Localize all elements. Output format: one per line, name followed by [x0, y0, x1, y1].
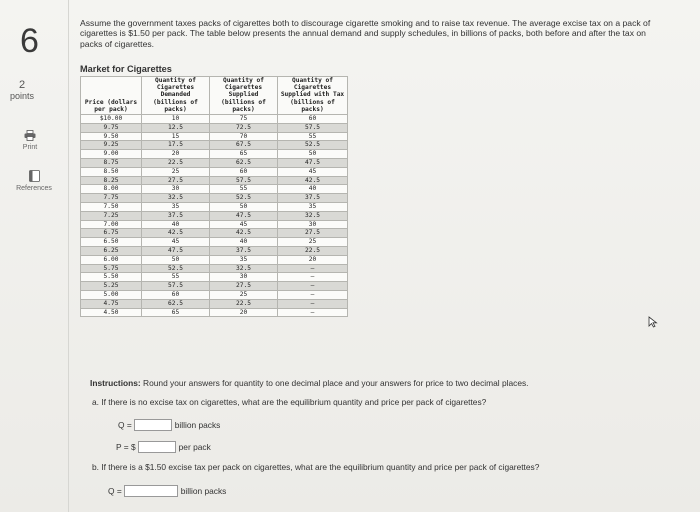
table-row — [81, 159, 348, 168]
supplied-cell: 35 — [210, 255, 278, 264]
demanded-cell: 40 — [142, 220, 210, 229]
demanded-cell: 15 — [142, 132, 210, 141]
demanded-cell: 12.5 — [142, 123, 210, 132]
price-cell: 8.50 — [81, 167, 142, 176]
table-row — [81, 264, 348, 273]
part-b-q-unit: billion packs — [180, 486, 227, 496]
supplied-tax-cell: — — [278, 273, 348, 282]
part-a-p-label: P = $ — [116, 442, 136, 452]
sidebar-divider — [68, 0, 69, 512]
supplied-cell: 55 — [210, 185, 278, 194]
question-number: 6 — [20, 22, 39, 60]
market-table — [80, 76, 348, 317]
price-cell: 5.00 — [81, 290, 142, 299]
part-b-quantity-input[interactable] — [124, 485, 178, 497]
demanded-cell: 30 — [142, 185, 210, 194]
part-b-quantity-row — [108, 485, 226, 497]
supplied-cell: 57.5 — [210, 176, 278, 185]
part-b-question: b. If there is a $1.50 excise tax per pack on cigarettes, what are the equilibrium quantity and price per pack of cigarettes? — [92, 462, 540, 472]
table-row — [81, 299, 348, 308]
supplied-cell: 30 — [210, 273, 278, 282]
supplied-cell: 25 — [210, 290, 278, 299]
demanded-cell: 45 — [142, 238, 210, 247]
supplied-tax-cell: 30 — [278, 220, 348, 229]
printer-icon — [24, 130, 36, 141]
price-cell: 9.00 — [81, 150, 142, 159]
table-row — [81, 123, 348, 132]
price-cell: 8.75 — [81, 159, 142, 168]
demanded-cell: 20 — [142, 150, 210, 159]
price-cell: 9.25 — [81, 141, 142, 150]
demanded-cell: 57.5 — [142, 282, 210, 291]
header-demanded: Quantity of Cigarettes Demanded (billions of packs) — [142, 77, 210, 115]
table-header-row — [81, 77, 348, 115]
instructions-text: Round your answers for quantity to one decimal place and your answers for price to two decimal places. — [140, 378, 529, 388]
supplied-tax-cell: 52.5 — [278, 141, 348, 150]
demanded-cell: 37.5 — [142, 211, 210, 220]
supplied-cell: 37.5 — [210, 246, 278, 255]
supplied-tax-cell: 57.5 — [278, 123, 348, 132]
part-a-price-row — [116, 441, 211, 453]
supplied-cell: 72.5 — [210, 123, 278, 132]
supplied-cell: 45 — [210, 220, 278, 229]
table-row — [81, 150, 348, 159]
price-cell: 6.50 — [81, 238, 142, 247]
price-cell: 5.75 — [81, 264, 142, 273]
part-a-q-label: Q = — [118, 420, 132, 430]
table-row — [81, 115, 348, 124]
part-a-quantity-input[interactable] — [134, 419, 172, 431]
demanded-cell: 52.5 — [142, 264, 210, 273]
price-cell: 8.25 — [81, 176, 142, 185]
part-a-q-unit: billion packs — [174, 420, 221, 430]
demanded-cell: 62.5 — [142, 299, 210, 308]
demanded-cell: 60 — [142, 290, 210, 299]
supplied-tax-cell: 20 — [278, 255, 348, 264]
table-row — [81, 229, 348, 238]
instructions — [90, 378, 529, 388]
supplied-cell: 22.5 — [210, 299, 278, 308]
print-label: Print — [22, 144, 38, 151]
table-row — [81, 141, 348, 150]
price-cell: 6.00 — [81, 255, 142, 264]
part-a-question: a. If there is no excise tax on cigarettes, what are the equilibrium quantity and price per pack of cigarettes? — [92, 397, 487, 407]
price-cell: 5.25 — [81, 282, 142, 291]
demanded-cell: 55 — [142, 273, 210, 282]
table-row — [81, 238, 348, 247]
table-row — [81, 282, 348, 291]
supplied-cell: 67.5 — [210, 141, 278, 150]
table-row — [81, 202, 348, 211]
supplied-cell: 70 — [210, 132, 278, 141]
demanded-cell: 47.5 — [142, 246, 210, 255]
table-row — [81, 132, 348, 141]
price-cell: 4.50 — [81, 308, 142, 317]
references-button[interactable] — [8, 170, 60, 192]
demanded-cell: 17.5 — [142, 141, 210, 150]
demanded-cell: 42.5 — [142, 229, 210, 238]
table-row — [81, 290, 348, 299]
table-row — [81, 167, 348, 176]
demanded-cell: 35 — [142, 202, 210, 211]
supplied-cell: 47.5 — [210, 211, 278, 220]
price-cell: 8.00 — [81, 185, 142, 194]
demanded-cell: 50 — [142, 255, 210, 264]
header-supplied-tax: Quantity of Cigarettes Supplied with Tax (billions of packs) — [278, 77, 348, 115]
points-label: points — [9, 91, 35, 101]
price-cell: 4.75 — [81, 299, 142, 308]
supplied-cell: 27.5 — [210, 282, 278, 291]
supplied-tax-cell: 25 — [278, 238, 348, 247]
part-a-p-unit: per pack — [178, 442, 211, 452]
price-cell: 9.50 — [81, 132, 142, 141]
supplied-cell: 20 — [210, 308, 278, 317]
supplied-tax-cell: — — [278, 299, 348, 308]
supplied-tax-cell: 27.5 — [278, 229, 348, 238]
table-row — [81, 273, 348, 282]
supplied-tax-cell: 40 — [278, 185, 348, 194]
header-supplied: Quantity of Cigarettes Supplied (billions of packs) — [210, 77, 278, 115]
header-price: Price (dollars per pack) — [81, 77, 142, 115]
question-text: Assume the government taxes packs of cigarettes both to discourage cigarette smoking and to raise tax revenue. The average excise tax on a pack of cigarettes is $1.50 per pack. The table below presents the annual demand and supply schedules, in billions of packs, both before and after the tax on packs of cigarettes. — [80, 18, 651, 49]
points-value: 2 — [18, 79, 26, 91]
price-cell: 7.50 — [81, 202, 142, 211]
part-a-quantity-row — [118, 419, 220, 431]
supplied-tax-cell: — — [278, 264, 348, 273]
part-a-price-input[interactable] — [138, 441, 176, 453]
supplied-tax-cell: 22.5 — [278, 246, 348, 255]
price-cell: 6.25 — [81, 246, 142, 255]
instructions-label: Instructions: — [90, 378, 141, 388]
table-row — [81, 308, 348, 317]
supplied-tax-cell: — — [278, 308, 348, 317]
table-row — [81, 185, 348, 194]
supplied-tax-cell: — — [278, 290, 348, 299]
price-cell: 9.75 — [81, 123, 142, 132]
supplied-tax-cell: 50 — [278, 150, 348, 159]
supplied-tax-cell: 60 — [278, 115, 348, 124]
supplied-tax-cell: 37.5 — [278, 194, 348, 203]
supplied-tax-cell: 35 — [278, 202, 348, 211]
price-cell: 7.00 — [81, 220, 142, 229]
table-row — [81, 176, 348, 185]
supplied-tax-cell: 45 — [278, 167, 348, 176]
supplied-tax-cell: 47.5 — [278, 159, 348, 168]
table-row — [81, 211, 348, 220]
references-icon — [29, 170, 40, 182]
references-label: References — [16, 185, 52, 192]
price-cell: 7.25 — [81, 211, 142, 220]
supplied-tax-cell: 32.5 — [278, 211, 348, 220]
supplied-tax-cell: 55 — [278, 132, 348, 141]
demanded-cell: 25 — [142, 167, 210, 176]
supplied-cell: 60 — [210, 167, 278, 176]
table-row — [81, 220, 348, 229]
supplied-cell: 50 — [210, 202, 278, 211]
demanded-cell: 27.5 — [142, 176, 210, 185]
table-row — [81, 246, 348, 255]
price-cell: 7.75 — [81, 194, 142, 203]
price-cell: 5.50 — [81, 273, 142, 282]
demanded-cell: 65 — [142, 308, 210, 317]
supplied-cell: 42.5 — [210, 229, 278, 238]
demanded-cell: 32.5 — [142, 194, 210, 203]
supplied-cell: 75 — [210, 115, 278, 124]
supplied-cell: 40 — [210, 238, 278, 247]
table-row — [81, 194, 348, 203]
part-b-q-label: Q = — [108, 486, 122, 496]
supplied-cell: 52.5 — [210, 194, 278, 203]
demanded-cell: 22.5 — [142, 159, 210, 168]
table-row — [81, 255, 348, 264]
supplied-tax-cell: 42.5 — [278, 176, 348, 185]
supplied-tax-cell: — — [278, 282, 348, 291]
supplied-cell: 32.5 — [210, 264, 278, 273]
price-cell: 6.75 — [81, 229, 142, 238]
points-indicator — [6, 80, 38, 102]
mouse-cursor-icon — [648, 316, 658, 328]
table-title: Market for Cigarettes — [80, 64, 172, 74]
table-body — [81, 115, 348, 317]
price-cell: $10.00 — [81, 115, 142, 124]
supplied-cell: 65 — [210, 150, 278, 159]
print-button[interactable] — [10, 130, 50, 151]
demanded-cell: 10 — [142, 115, 210, 124]
supplied-cell: 62.5 — [210, 159, 278, 168]
